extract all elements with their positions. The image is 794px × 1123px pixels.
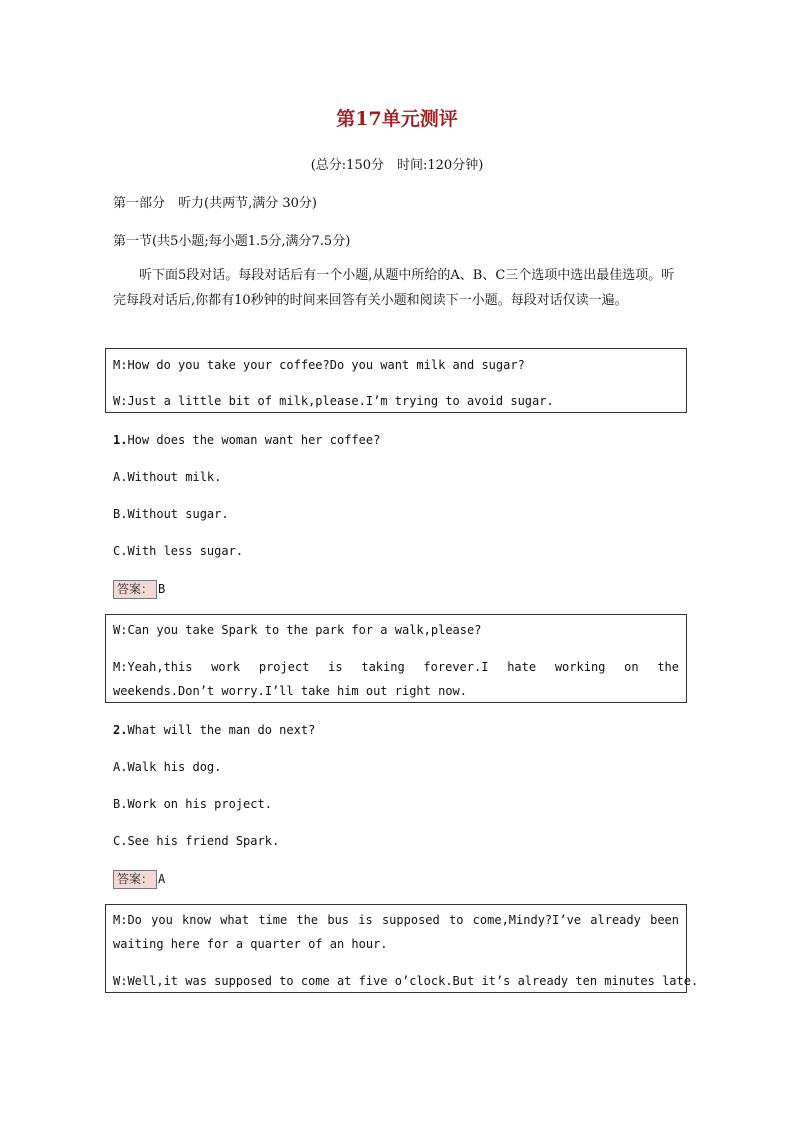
option-b: B.Work on his project. bbox=[113, 797, 272, 811]
dialogue-line: M:How do you take your coffee?Do you want milk and sugar? bbox=[113, 358, 525, 372]
part-heading: 第一部分 听力(共两节,满分 30分) bbox=[113, 196, 317, 211]
question-number: 1. bbox=[113, 433, 128, 447]
dialogue-line: W:Can you take Spark to the park for a walk,please? bbox=[113, 623, 482, 637]
page-title: 第17单元测评 bbox=[336, 108, 458, 130]
question-number: 2. bbox=[113, 723, 128, 737]
dialogue-box-1 bbox=[105, 348, 687, 413]
answer-label: 答案： bbox=[113, 580, 157, 599]
dialogue-line: W:Just a little bit of milk,please.I’m trying to avoid sugar. bbox=[113, 394, 554, 408]
answer-row bbox=[113, 580, 165, 599]
section-heading: 第一节(共5小题;每小题1.5分,满分7.5分) bbox=[113, 234, 351, 249]
answer-label: 答案： bbox=[113, 870, 157, 889]
question-2 bbox=[113, 723, 315, 737]
dialogue-box-2 bbox=[105, 614, 687, 703]
question-text: What will the man do next? bbox=[127, 723, 316, 737]
option-c: C.With less sugar. bbox=[113, 544, 244, 558]
instructions-paragraph: 听下面5段对话。每段对话后有一个小题,从题中所给的A、B、C三个选项中选出最佳选项。听完每段对话后,你都有10秒钟的时间来回答有关小题和阅读下一小题。每段对话仅读一遍。 bbox=[113, 268, 675, 308]
option-b: B.Without sugar. bbox=[113, 507, 229, 521]
question-text: How does the woman want her coffee? bbox=[127, 433, 381, 447]
option-c: C.See his friend Spark. bbox=[113, 834, 280, 848]
dialogue-line: M:Yeah,this work project is taking forever.I hate working on the weekends.Don’t worry.I’ll take him out right now. bbox=[113, 660, 679, 698]
answer-value: B bbox=[158, 582, 166, 596]
dialogue-box-3 bbox=[105, 904, 699, 993]
dialogue-line: M:Do you know what time the bus is supposed to come,Mindy?I’ve already been waiting here for a quarter of an hour. bbox=[113, 913, 679, 951]
answer-value: A bbox=[158, 872, 166, 886]
exam-info: (总分:150分 时间:120分钟) bbox=[310, 158, 484, 173]
option-a: A.Walk his dog. bbox=[113, 760, 222, 774]
question-1 bbox=[113, 433, 380, 447]
option-a: A.Without milk. bbox=[113, 470, 222, 484]
answer-row bbox=[113, 870, 165, 889]
dialogue-line: W:Well,it was supposed to come at five o’clock.But it’s already ten minutes late. bbox=[113, 974, 699, 988]
